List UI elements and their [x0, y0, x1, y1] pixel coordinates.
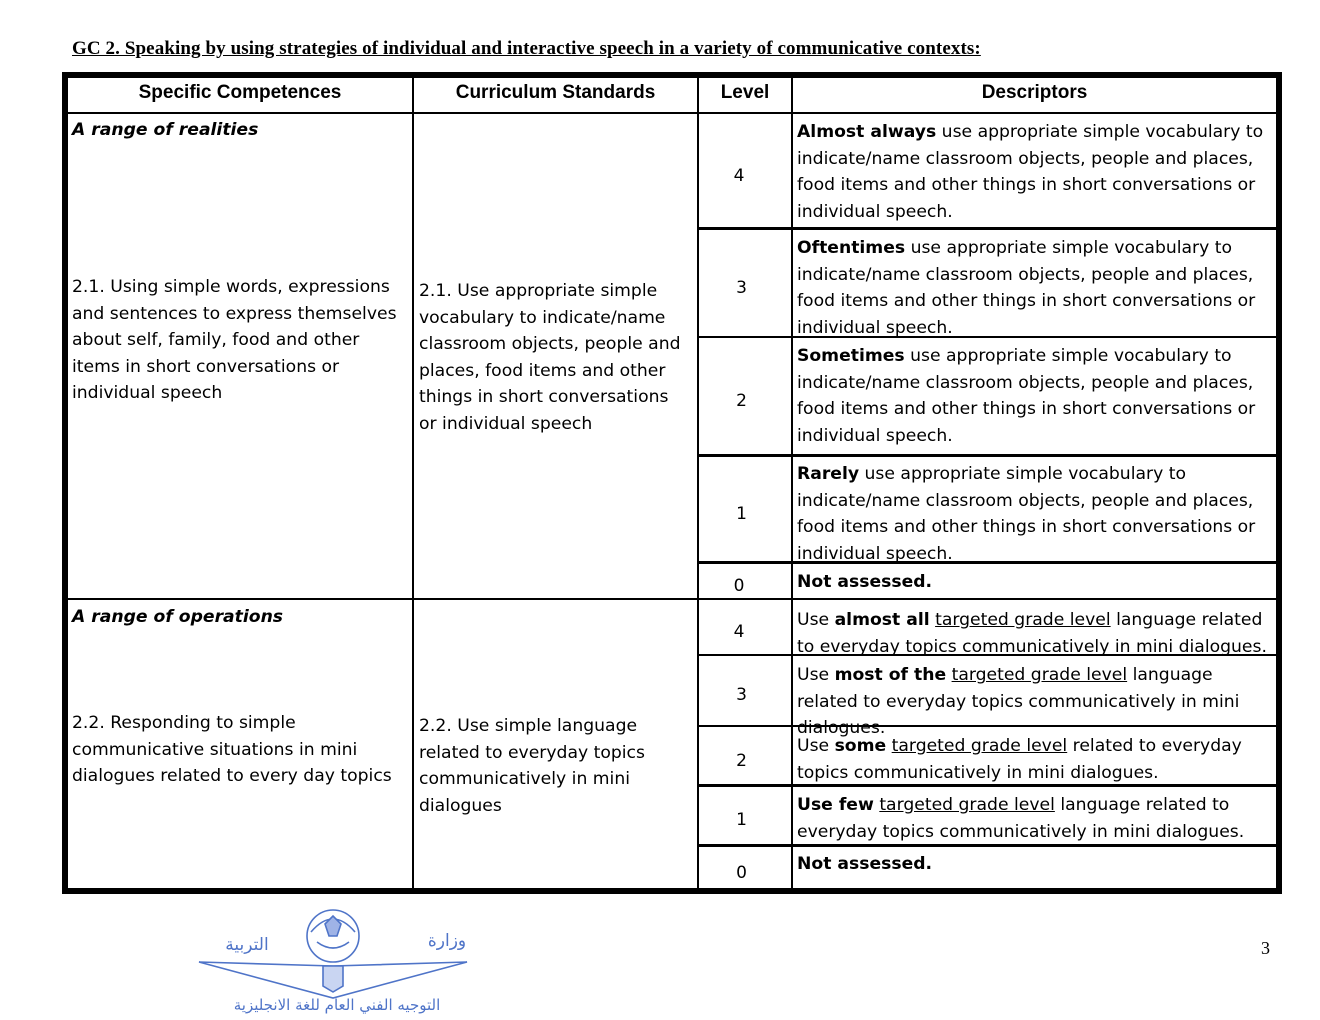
descriptor: Oftentimes use appropriate simple vocabulary to indicate/name classroom objects, people and places, food items and other things in short conversations or individual speech. — [797, 238, 1256, 338]
page-title: GC 2. Speaking by using strategies of individual and interactive speech in a variety of communicative contexts: — [72, 38, 981, 59]
level-value: 1 — [736, 504, 747, 524]
assessment-table — [62, 72, 1282, 894]
standard-2-2: 2.2. Use simple language related to everyday topics communicatively in mini dialogues — [419, 716, 645, 816]
header-level: Level — [720, 82, 770, 103]
competence-2-2: 2.2. Responding to simple communicative situations in mini dialogues related to every day topics — [72, 713, 392, 786]
descriptor: Not assessed. — [797, 572, 933, 592]
row-sep — [699, 454, 1276, 457]
section-heading-operations: A range of operations — [72, 607, 284, 627]
descriptor: Use most of the targeted grade level language related to everyday topics communicatively in mini dialogues. — [797, 665, 1240, 738]
header-specific-competences: Specific Competences — [138, 82, 342, 103]
descriptor: Use few targeted grade level language related to everyday topics communicatively in mini dialogues. — [797, 795, 1245, 842]
level-value: 0 — [733, 576, 745, 596]
page-number: 3 — [1261, 938, 1270, 958]
level-value: 3 — [736, 685, 747, 705]
level-value: 0 — [736, 863, 747, 883]
level-value: 4 — [733, 622, 745, 642]
header-divider — [68, 112, 1276, 114]
ministry-logo — [185, 902, 495, 1018]
descriptor: Use some targeted grade level related to everyday topics communicatively in mini dialogues. — [797, 736, 1242, 783]
section-divider — [68, 598, 1276, 600]
level-value: 2 — [736, 391, 747, 411]
level-value: 4 — [733, 166, 745, 186]
svg-text:التوجيه الفني العام للغة الانج: التوجيه الفني العام للغة الانجليزية — [233, 996, 441, 1014]
col-divider-1 — [412, 78, 414, 888]
col-divider-3 — [791, 78, 793, 888]
header-curriculum-standards: Curriculum Standards — [455, 82, 656, 103]
level-value: 2 — [736, 751, 747, 771]
standard-2-1: 2.1. Use appropriate simple vocabulary to indicate/name classroom objects, people and places, food items and other things in short conversations or individual speech — [419, 281, 681, 434]
descriptor: Use almost all targeted grade level language related to everyday topics communicatively in mini dialogues. — [797, 610, 1267, 657]
level-value: 1 — [736, 810, 747, 830]
header-descriptors: Descriptors — [981, 82, 1088, 103]
row-sep — [699, 227, 1276, 230]
svg-text:وزارة: وزارة — [427, 931, 467, 951]
descriptor: Almost always use appropriate simple vocabulary to indicate/name classroom objects, people and places, food items and other things in short conversations or individual speech. — [797, 122, 1264, 222]
section-heading-realities: A range of realities — [72, 120, 259, 140]
competence-2-1: 2.1. Using simple words, expressions and sentences to express themselves about self, family, food and other items in short conversations or individual speech — [72, 277, 397, 403]
descriptor: Sometimes use appropriate simple vocabulary to indicate/name classroom objects, people and places, food items and other things in short conversations or individual speech. — [797, 346, 1256, 446]
svg-text:التربية: التربية — [225, 935, 269, 955]
descriptor: Rarely use appropriate simple vocabulary to indicate/name classroom objects, people and places, food items and other things in short conversations or individual speech. — [797, 464, 1256, 564]
descriptor: Not assessed. — [797, 854, 933, 874]
level-value: 3 — [736, 278, 747, 298]
